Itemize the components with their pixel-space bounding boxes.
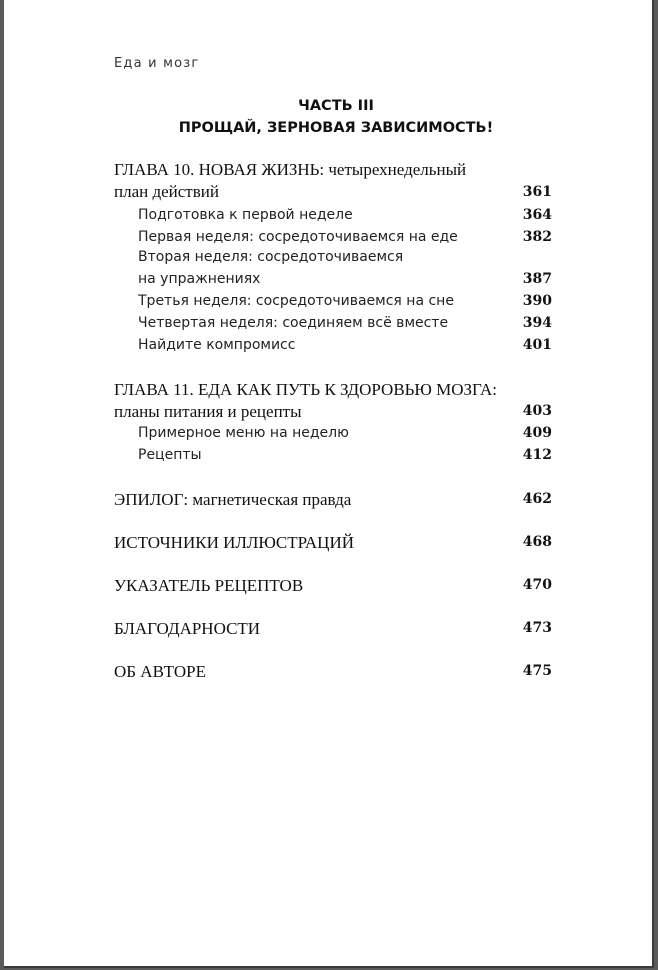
section-title: Рецепты <box>138 447 202 463</box>
running-head: Еда и мозг <box>114 56 200 71</box>
toc-entry-title: ИСТОЧНИКИ ИЛЛЮСТРАЦИЙ <box>114 533 355 552</box>
page-number: 470 <box>522 577 552 593</box>
chapter-title-line: планы питания и рецепты <box>114 402 302 421</box>
chapter-title-line: ГЛАВА 11. ЕДА КАК ПУТЬ К ЗДОРОВЬЮ МОЗГА: <box>114 380 498 399</box>
chapter-title-line: план действий <box>114 182 219 201</box>
book-page <box>4 0 654 968</box>
section-title: Подготовка к первой неделе <box>138 207 353 223</box>
section-title: на упражнениях <box>138 271 261 287</box>
toc-entry-title: ЭПИЛОГ: магнетическая правда <box>114 490 352 509</box>
toc-entry-title: УКАЗАТЕЛЬ РЕЦЕПТОВ <box>114 576 304 595</box>
page-number: 361 <box>522 184 552 200</box>
page-number: 412 <box>522 447 552 463</box>
page-number: 473 <box>522 620 552 636</box>
part-title: ПРОЩАЙ, ЗЕРНОВАЯ ЗАВИСИМОСТЬ! <box>178 120 494 136</box>
page-number: 382 <box>522 229 552 245</box>
section-title: Вторая неделя: сосредоточиваемся <box>138 249 404 265</box>
page-number: 409 <box>522 425 552 441</box>
section-title: Первая неделя: сосредоточиваемся на еде <box>138 229 458 245</box>
section-title: Примерное меню на неделю <box>138 425 349 441</box>
page-number: 387 <box>522 271 552 287</box>
section-title: Третья неделя: сосредоточиваемся на сне <box>138 293 454 309</box>
page-number: 462 <box>522 491 552 507</box>
page-number: 401 <box>522 337 552 353</box>
page-number: 403 <box>522 403 552 419</box>
chapter-title-line: ГЛАВА 10. НОВАЯ ЖИЗНЬ: четырехнедельный <box>114 160 467 179</box>
page-number: 394 <box>522 315 552 331</box>
page-number: 364 <box>522 207 552 223</box>
page-number: 475 <box>522 663 552 679</box>
toc-entry-title: БЛАГОДАРНОСТИ <box>114 619 261 638</box>
page-number: 390 <box>522 293 552 309</box>
section-title: Четвертая неделя: соединяем всё вместе <box>138 315 449 331</box>
section-title: Найдите компромисс <box>138 337 296 353</box>
toc-entry-title: ОБ АВТОРЕ <box>114 662 206 681</box>
page-number: 468 <box>522 534 552 550</box>
part-label: ЧАСТЬ III <box>298 98 374 114</box>
